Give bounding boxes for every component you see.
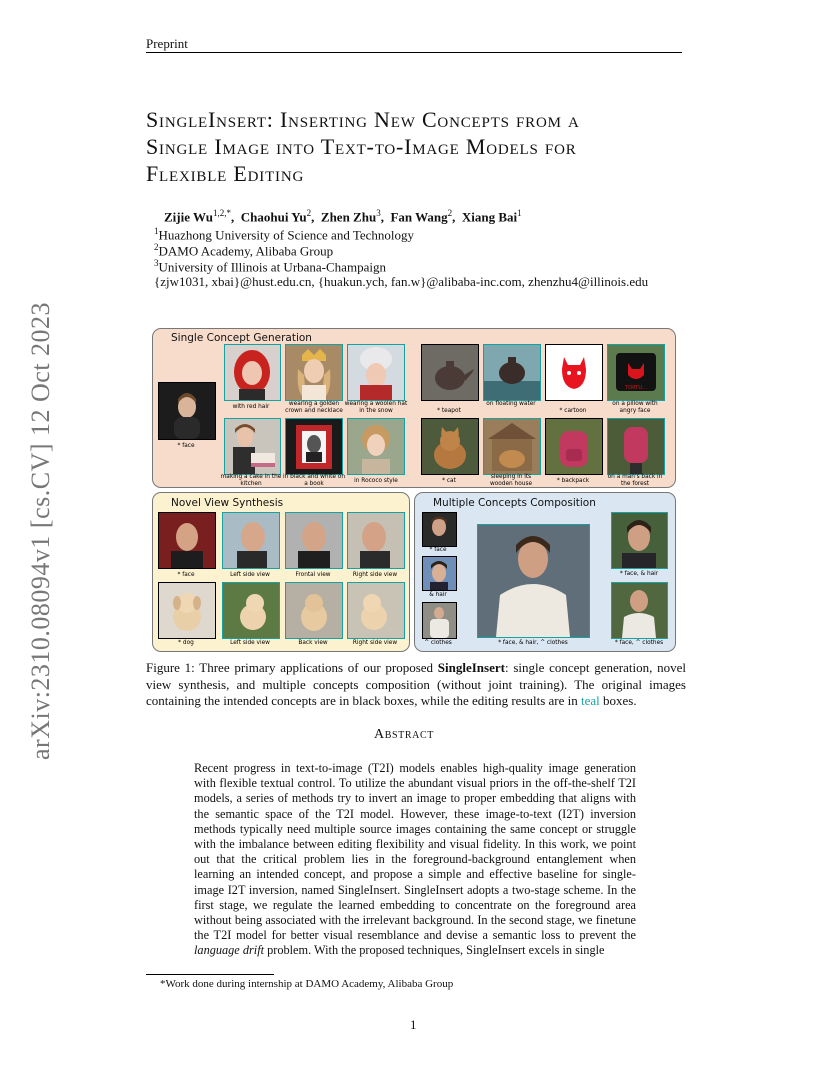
header-rule xyxy=(146,52,682,53)
caption-cake: making a cake in the kitchen xyxy=(220,474,282,487)
author-name: Xiang Bai xyxy=(461,209,518,225)
caption-cat: * cat xyxy=(442,478,456,484)
author-sup: 1,2,* xyxy=(213,208,232,218)
cake-kitchen-image xyxy=(224,418,281,475)
caption-right-view-dog: Right side view xyxy=(352,640,398,646)
footnote-rule xyxy=(146,974,274,975)
abstract-body: Recent progress in text-to-image (T2I) models enables high-quality image generation with flexible textual control. To utilize the abundant visual priors in the off-the-shelf T2I models, a series of methods try to invert an image to proper embedding that aligns with the semantic space of the T2I model. However, these image-to-text (I2T) inversion methods typically need multiple source images containing the same concept or struggle with the imbalance between editing flexibility and visual fidelity. In this work, we point out that the critical problem lies in the foreground-background entanglement when learning an intended concept, and propose a simple and effective baseline for single-image I2T inversion, named SingleInsert. SingleInsert adopts a two-stage scheme. In the first stage, we regulate the learned embedding to concentrate on the foreground area without being associated with the irrelevant background. In the second stage, we finetune the T2I model for better visual resemblance and devise a semantic loss to prevent the language drift problem. With the proposed techniques, SingleInsert excels in single xyxy=(194,761,636,958)
figure-1 xyxy=(152,328,676,650)
mc-composed-image xyxy=(477,524,590,638)
author-sup: 2 xyxy=(306,208,312,218)
caption-frontal-view: Frontal view xyxy=(295,572,331,578)
face-source-image xyxy=(158,382,216,440)
mc-face-hair-image xyxy=(611,512,668,569)
mc-clothes-source-image xyxy=(422,602,457,639)
caption-back-view: Back view xyxy=(298,640,328,646)
arxiv-identifier: arXiv:2310.08094v1 [cs.CV] 12 Oct 2023 xyxy=(26,301,55,760)
left-view-dog-image xyxy=(222,582,280,639)
pillow-print: TORTU... xyxy=(625,385,647,391)
caption-cartoon: * cartoon xyxy=(559,408,587,414)
black-white-book-image xyxy=(285,418,343,475)
mans-back-image xyxy=(607,418,665,475)
caption-mc-face: * face xyxy=(429,547,447,553)
email-list: {zjw1031, xbai}@hust.edu.cn, {huakun.ych, fan.w}@alibaba-inc.com, zhenzhu4@illinois.edu xyxy=(154,274,649,289)
affiliation: $^2$DAMO Academy, Alibaba Group xyxy=(154,242,334,259)
caption-teapot: * teapot xyxy=(437,408,461,414)
author-sup: 1 xyxy=(517,208,522,218)
caption-wooden-house: sleeping in its wooden house xyxy=(489,474,533,487)
backpack-source-image xyxy=(545,418,603,475)
caption-floating: on floating water xyxy=(486,401,536,407)
cat-source-image xyxy=(421,418,479,475)
running-head: Preprint xyxy=(146,36,188,51)
author-sup: 2 xyxy=(447,208,453,218)
caption-nvs-face: * face xyxy=(177,572,195,578)
paper-title xyxy=(146,106,691,187)
caption-woolen-hat: wearing a woolen hat in the snow xyxy=(344,401,408,414)
caption-face-source: * face xyxy=(177,443,195,449)
rococo-image xyxy=(347,418,405,475)
frontal-view-face-image xyxy=(285,512,343,569)
caption-mc-hair: & hair xyxy=(429,592,447,598)
caption-golden-crown: wearing a golden crown and necklace xyxy=(285,401,343,414)
back-view-dog-image xyxy=(285,582,343,639)
cartoon-source-image xyxy=(545,344,603,401)
panel-title-single: Single Concept Generation xyxy=(171,332,312,344)
caption-mc-center: * face, & hair, ^ clothes xyxy=(498,640,568,646)
footnote: *Work done during internship at DAMO Academy, Alibaba Group xyxy=(160,978,454,990)
affiliation: $^3$University of Illinois at Urbana-Champaign xyxy=(154,258,386,275)
author-name: Zhen Zhu xyxy=(320,209,377,225)
abstract-heading: Abstract xyxy=(374,727,434,742)
caption-right-view: Right side view xyxy=(352,572,398,578)
right-view-dog-image xyxy=(347,582,405,639)
nvs-dog-source-image xyxy=(158,582,216,639)
woolen-hat-image xyxy=(347,344,405,401)
title-line: Flexible Editing xyxy=(146,161,305,186)
teapot-source-image xyxy=(421,344,479,401)
angry-pillow-image xyxy=(607,344,665,401)
page-number: 1 xyxy=(410,1017,417,1032)
figure-caption: Figure 1: Three primary applications of our proposed SingleInsert: single concept generation, novel view synthesis, and multiple concepts composition (without joint training). The original images containing the intended concepts are in black boxes, while the editing results are in teal boxes. xyxy=(146,660,686,708)
caption-book: in black and white on a book xyxy=(282,474,346,487)
author-name: Chaohui Yu xyxy=(240,209,307,225)
caption-red-hair: with red hair xyxy=(232,404,270,410)
caption-pillow: on a pillow with angry face xyxy=(612,401,658,414)
author-name: Fan Wang xyxy=(390,209,448,225)
wooden-house-image xyxy=(483,418,541,475)
title-line: Single Image into Text-to-Image Models for xyxy=(146,134,577,159)
golden-crown-image xyxy=(285,344,343,401)
author-name: Zijie Wu xyxy=(164,209,214,225)
mc-face-source-image xyxy=(422,512,457,547)
caption-rococo: in Rococo style xyxy=(354,478,398,484)
mc-hair-source-image xyxy=(422,556,457,591)
caption-mc-face-hair: * face, & hair xyxy=(619,571,659,577)
left-view-face-image xyxy=(222,512,280,569)
caption-nvs-dog: * dog xyxy=(178,640,194,646)
mc-face-clothes-image xyxy=(611,582,668,639)
caption-backpack: * backpack xyxy=(556,478,590,484)
caption-mans-back: on a man's back in the forest xyxy=(607,474,663,487)
caption-mc-clothes: ^ clothes xyxy=(424,640,452,646)
affiliation: $^1$Huazhong University of Science and Technology xyxy=(154,226,415,243)
floating-water-image xyxy=(483,344,541,401)
caption-left-view: Left side view xyxy=(230,572,270,578)
caption-mc-face-clothes: * face, ^ clothes xyxy=(614,640,664,646)
author-list: Zijie $Wu^{1,2,*}$, Chaohui Yu$^2$, Zhen Zhu$^3$, Fan Wang$^2$, Xiang Bai$^1$ xyxy=(164,208,522,225)
panel-title-nvs: Novel View Synthesis xyxy=(171,497,284,509)
caption-left-view-dog: Left side view xyxy=(230,640,270,646)
nvs-face-source-image xyxy=(158,512,216,569)
right-view-face-image xyxy=(347,512,405,569)
title-line: SingleInsert: Inserting New Concepts from a xyxy=(146,107,580,132)
panel-title-multi: Multiple Concepts Composition xyxy=(433,497,596,509)
red-hair-image xyxy=(224,344,281,401)
author-sup: 3 xyxy=(376,208,381,218)
